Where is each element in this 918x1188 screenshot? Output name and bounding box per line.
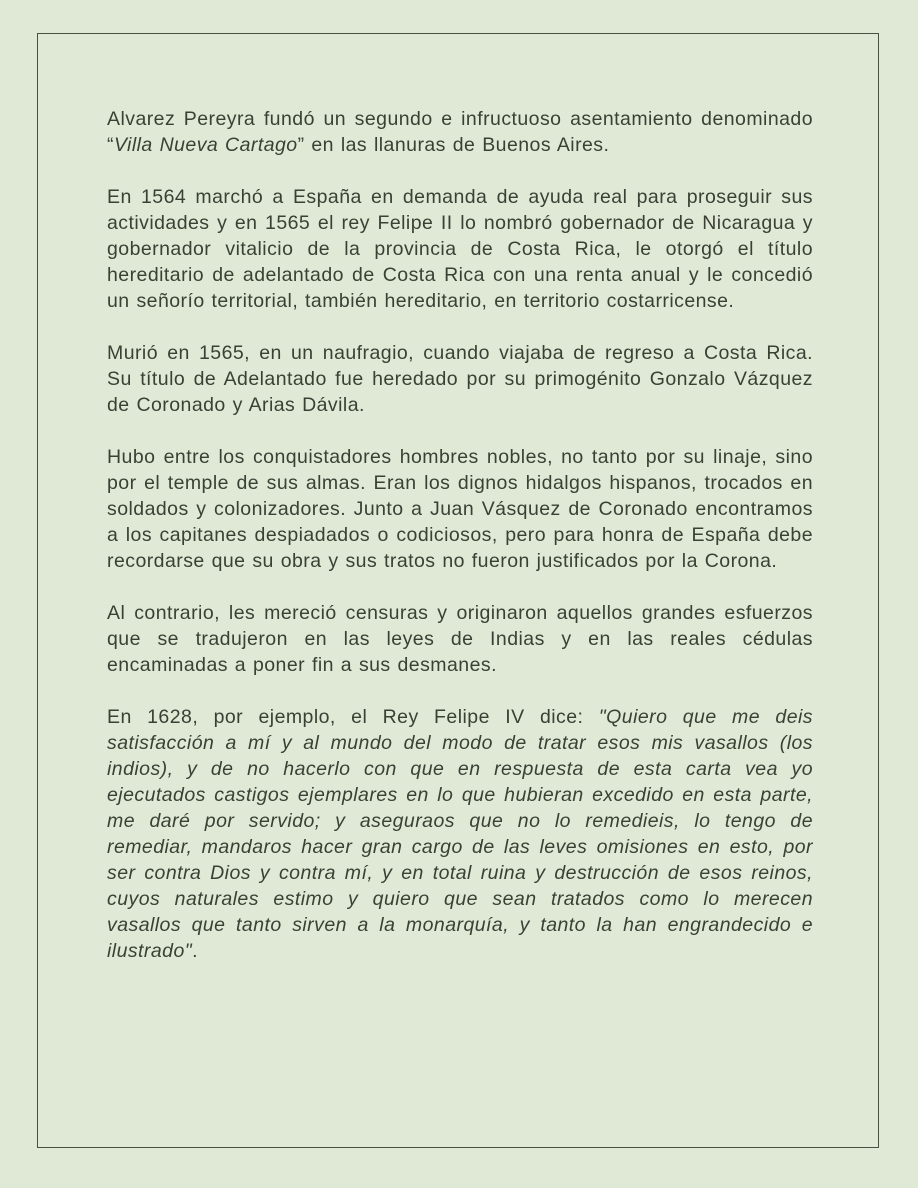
paragraph-felipe-iv-intro: En 1628, por ejemplo, el Rey Felipe IV dice:	[107, 706, 599, 728]
villa-nueva-cartago-italic: Villa Nueva Cartago	[113, 134, 298, 156]
royal-quote-italic: "Quiero que me deis satisfacción a mí y al mundo del modo de tratar esos mis vasallos (los indios), y de no hacerlo con que en respuesta de esta carta vea yo ejecutados castigos ejemplares en lo que hubieran excedido en esta parte, me daré por servido; y aseguraos que no lo remedieis, lo tengo de remediar, mandaros hacer gran cargo de las leves omisiones en esto, por ser contra Dios y contra mí, y en total ruina y destrucción de esos reinos, cuyos naturales estimo y quiero que sean tratados como lo merecen vasallos que tanto sirven a la monarquía, y tanto la han engrandecido e ilustrado"	[107, 706, 813, 962]
paragraph-felipe-iv-end: .	[192, 940, 199, 962]
paragraph-founding-text: Alvarez Pereyra fundó un segundo e infructuoso asentamiento denominado “	[107, 108, 813, 156]
document-text-block	[107, 106, 813, 964]
paragraph-felipe-iv-quote	[107, 704, 813, 964]
paragraph-founding	[107, 106, 813, 158]
paragraph-censuras: Al contrario, les mereció censuras y originaron aquellos grandes esfuerzos que se tradujeron en las leyes de Indias y en las reales cédulas encaminadas a poner fin a sus desmanes.	[107, 602, 813, 676]
paragraph-death-1565: Murió en 1565, en un naufragio, cuando viajaba de regreso a Costa Rica. Su título de Adelantado fue heredado por su primogénito Gonzalo Vázquez de Coronado y Arias Dávila.	[107, 342, 813, 416]
paragraph-conquistadores: Hubo entre los conquistadores hombres nobles, no tanto por su linaje, sino por el temple de sus almas. Eran los dignos hidalgos hispanos, trocados en soldados y colonizadores. Junto a Juan Vásquez de Coronado encontramos a los capitanes despiadados o codiciosos, pero para honra de España debe recordarse que su obra y sus tratos no fueron justificados por la Corona.	[107, 446, 813, 572]
paragraph-1564-spain: En 1564 marchó a España en demanda de ayuda real para proseguir sus actividades y en 1565 el rey Felipe II lo nombró gobernador de Nicaragua y gobernador vitalicio de la provincia de Costa Rica, le otorgó el título hereditario de adelantado de Costa Rica con una renta anual y le concedió un señorío territorial, también hereditario, en territorio costarricense.	[107, 186, 813, 312]
paragraph-founding-text-end: ” en las llanuras de Buenos Aires.	[297, 134, 610, 156]
